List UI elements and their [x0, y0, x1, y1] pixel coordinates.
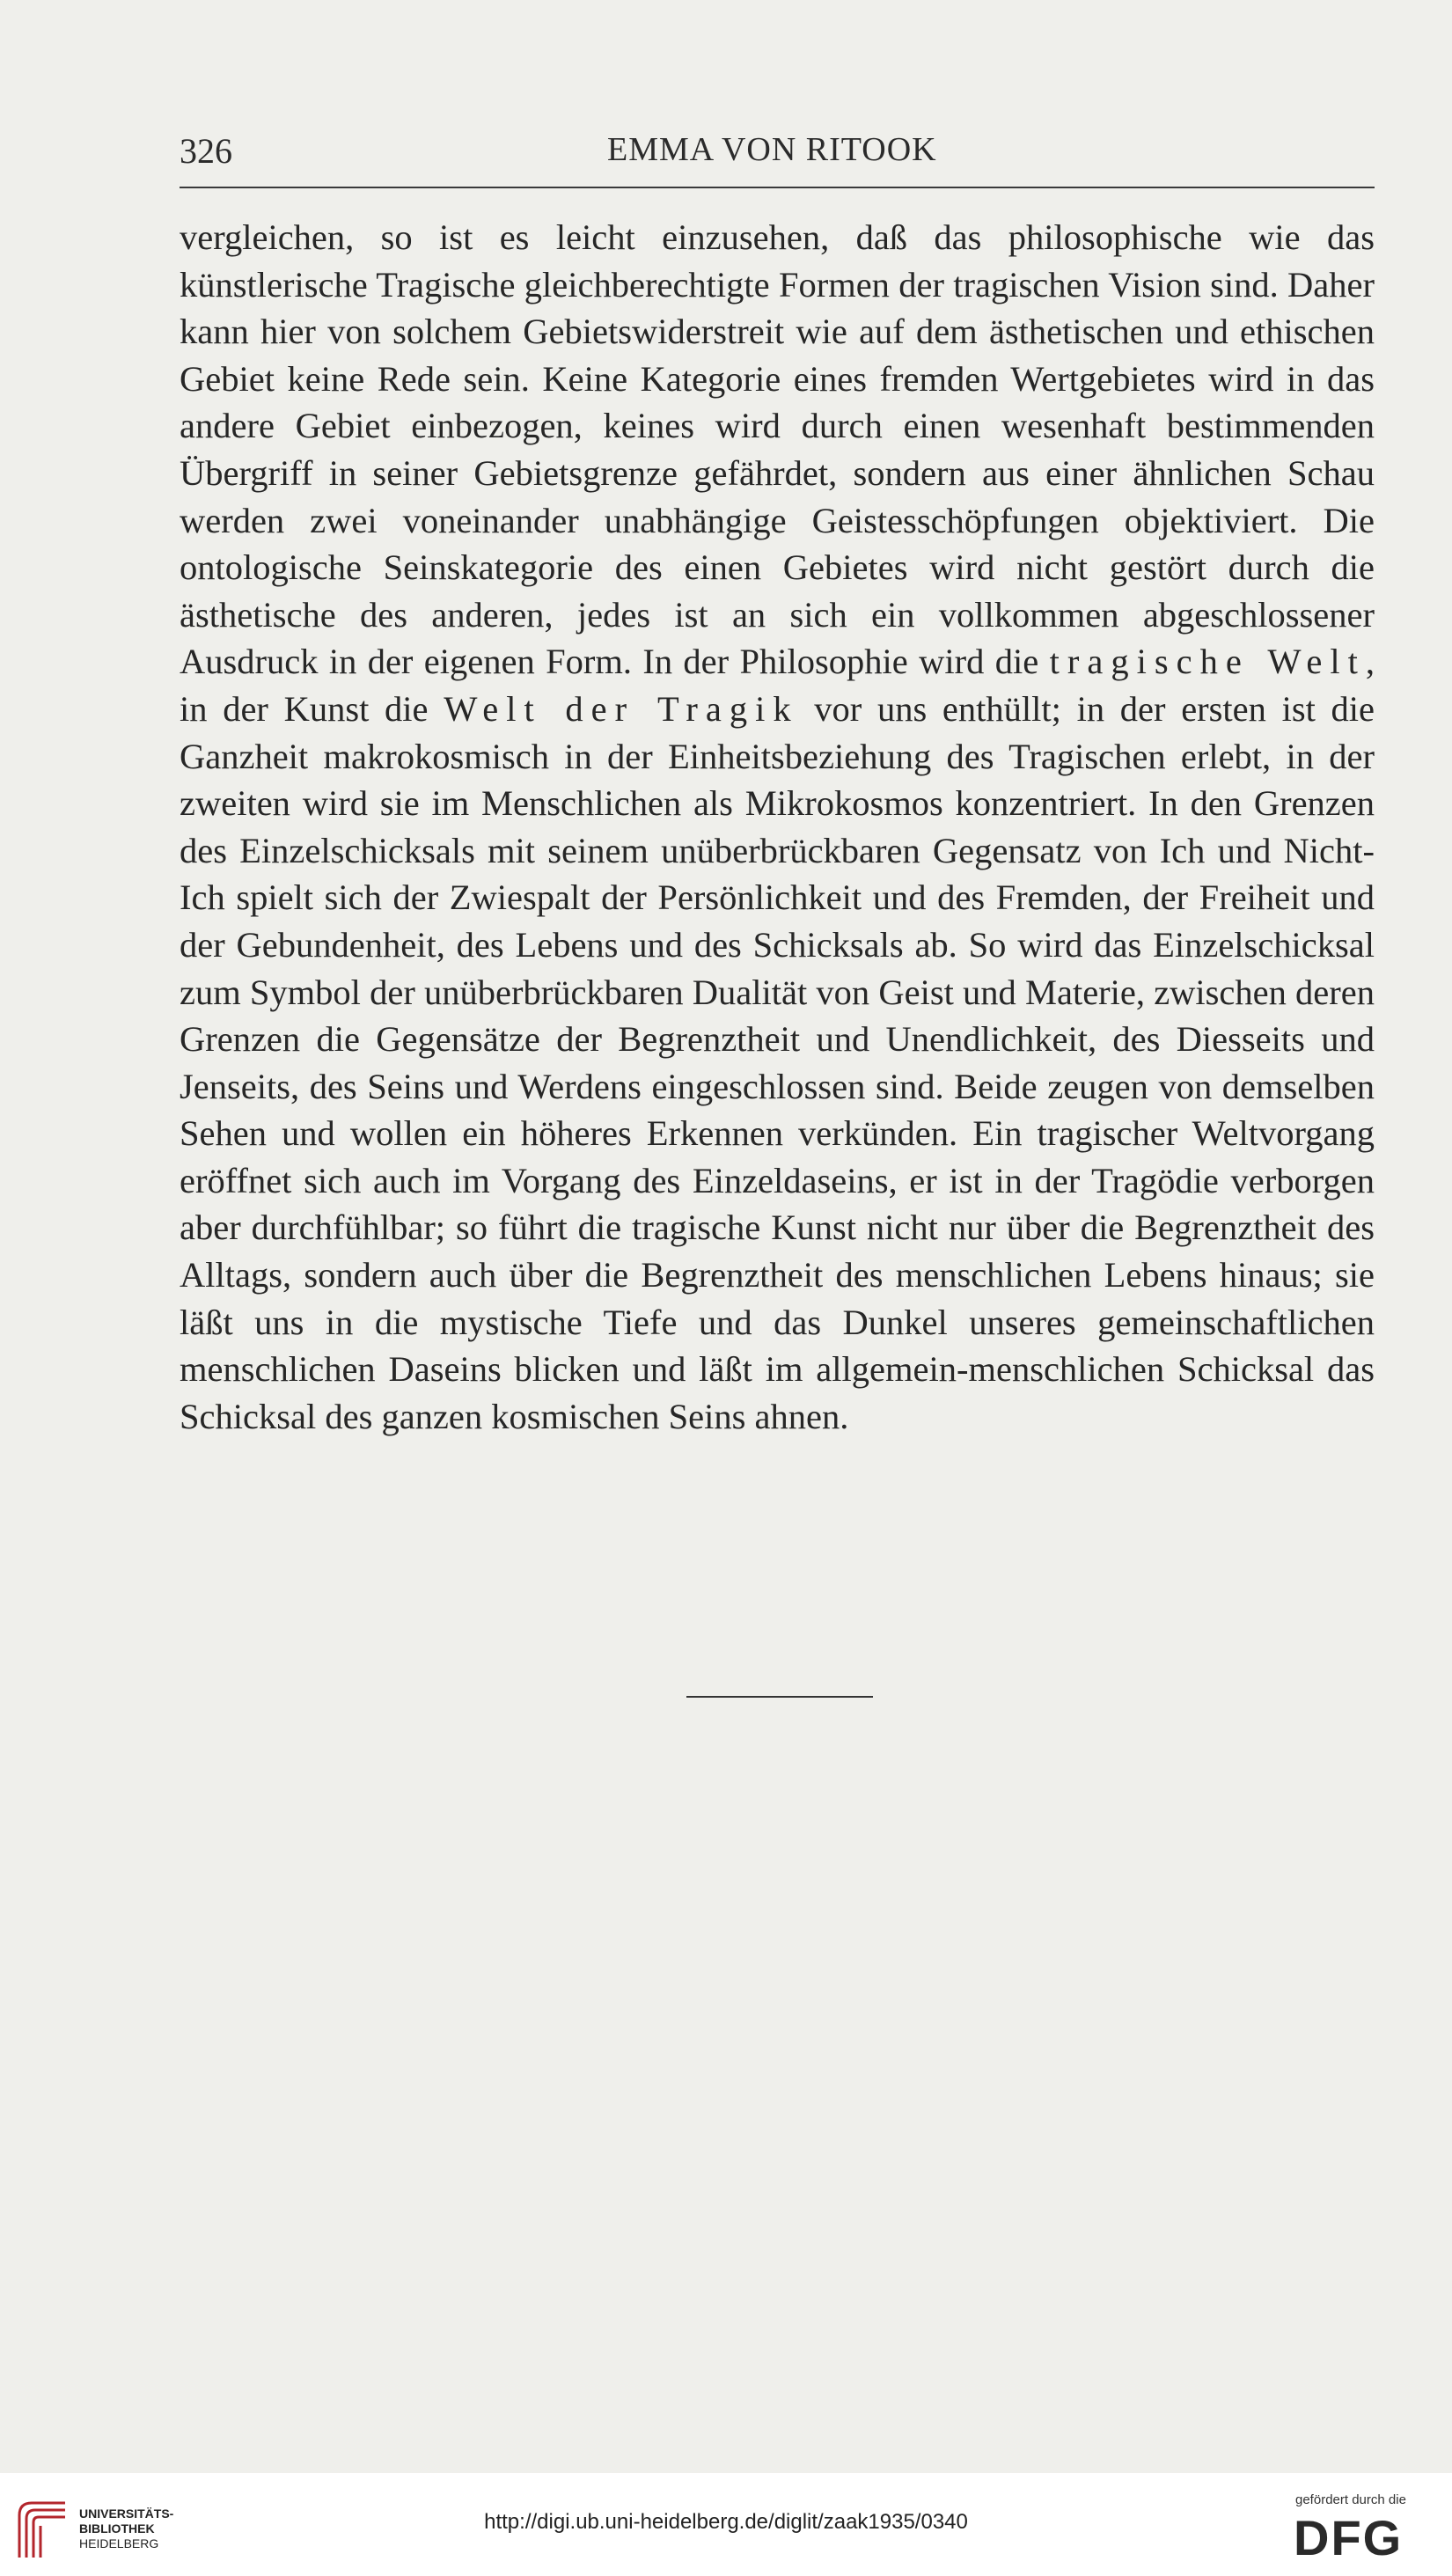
library-logo-icon[interactable]: [14, 2496, 70, 2559]
dfg-logo[interactable]: DFG: [1294, 2510, 1404, 2565]
text-run-3: vor uns enthüllt; in der ersten ist die Ganzheit makrokosmisch in der Einheitsbeziehung des Tragischen erlebt, in der zweiten wird sie im Menschlichen als Mikrokosmos konzentriert. In den Grenzen des Einzelschicksals mit seinem unüberbrückbaren Gegensatz von Ich und Nicht-Ich spielt sich der Zwiespalt der Persönlichkeit und des Fremden, der Freiheit und der Gebundenheit, des Lebens und des Schicksals ab. So wird das Einzelschicksal zum Symbol der unüberbrückbaren Dualität von Geist und Materie, zwischen deren Grenzen die Gegensätze der Begrenztheit und Unendlichkeit, des Diesseits und Jenseits, des Seins und Werdens eingeschlossen sind. Beide zeugen von demselben Sehen und wollen ein höheres Erkennen verkünden. Ein tragischer Weltvorgang eröffnet sich auch im Vorgang des Einzeldaseins, er ist in der Tragödie verborgen aber durchfühlbar; so führt die tragische Kunst nicht nur über die Begrenztheit des Alltags, sondern auch über die Begrenztheit des menschlichen Lebens hinaus; sie läßt uns in die mystische Tiefe und das Dunkel unseres gemeinschaftlichen menschlichen Daseins blicken und läßt im allgemein-menschlichen Schicksal das Schicksal des ganzen kosmischen Seins ahnen.: [180, 688, 1375, 1436]
header-rule: [180, 187, 1375, 188]
running-title: EMMA VON RITOOK: [607, 131, 937, 168]
library-name-line: UNIVERSITÄTS-: [79, 2506, 174, 2521]
funded-by-label: gefördert durch die: [1295, 2492, 1406, 2507]
emphasis-tragische-welt: tragische Welt: [1049, 642, 1366, 682]
text-run-1: vergleichen, so ist es leicht einzusehen, daß das philosophische wie das künstlerische Tragische gleichberechtigte Formen der tragischen Vision sind. Daher kann hier von solchem Gebietswiderstreit wie auf dem ästhetischen und ethischen Gebiet keine Rede sein. Keine Kategorie eines fremden Wertgebietes wird in das andere Gebiet einbezogen, keines wird durch einen wesenhaft bestimmenden Übergriff in seiner Gebietsgrenze gefährdet, sondern aus einer ähnlichen Schau werden zwei voneinander unabhängige Geistesschöpfungen objektiviert. Die ontologische Seinskategorie des einen Gebietes wird nicht gestört durch die ästhetische des anderen, jedes ist an sich ein vollkommen abgeschlossener Ausdruck in der eigenen Form. In der Philosophie wird die: [180, 217, 1375, 682]
emphasis-welt-der-tragik: Welt der Tragik: [444, 688, 799, 729]
library-name[interactable]: [79, 2506, 173, 2551]
library-name-line: BIBLIOTHEK: [79, 2521, 155, 2536]
footer-bar: [0, 2473, 1452, 2576]
paragraph: [180, 214, 1375, 1440]
page-number: 326: [180, 131, 232, 171]
library-name-line: HEIDELBERG: [79, 2536, 159, 2550]
permalink-url[interactable]: http://digi.ub.uni-heidelberg.de/diglit/zaak1935/0340: [484, 2510, 968, 2534]
text-run-2: , in der Kunst die: [180, 642, 1375, 729]
end-rule: [686, 1696, 873, 1698]
body-text: [180, 214, 1375, 1440]
